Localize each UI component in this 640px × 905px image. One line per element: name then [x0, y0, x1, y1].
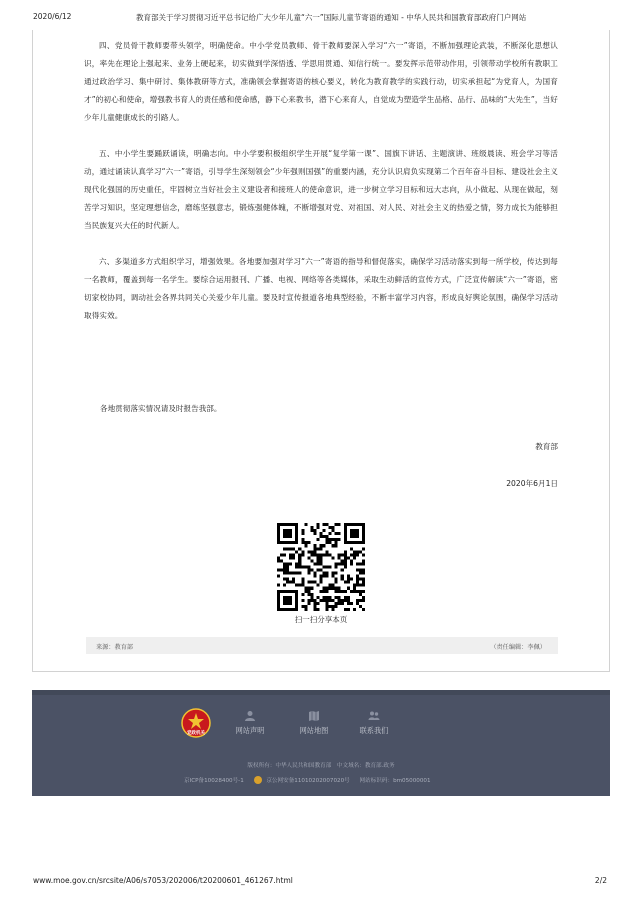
footer-link-statement[interactable]: [230, 710, 270, 736]
copyright-text: 版权所有：中华人民共和国教育部 中文域名：教育部.政务: [247, 763, 395, 769]
source-label: 来源：教育部: [96, 644, 134, 651]
signature-organization: 教育部: [535, 442, 558, 451]
share-qr-code[interactable]: [277, 523, 365, 611]
police-badge-icon: [254, 776, 262, 784]
map-icon: [308, 710, 320, 722]
icp-link[interactable]: 京ICP备10028400号-1: [184, 778, 244, 784]
footer-link-label: 网站地图: [299, 726, 329, 735]
qr-caption: 扫一扫分享本页: [294, 615, 348, 624]
registration-info: [184, 776, 431, 784]
contact-icon: [368, 710, 380, 722]
site-id: 网站标识码：bm05000001: [359, 778, 431, 784]
print-page-number: 2/2: [594, 876, 607, 885]
footer-link-label: 联系我们: [359, 726, 389, 735]
closing-sentence: 各地贯彻落实情况请及时报告我部。: [100, 404, 222, 413]
qr-code-image: [277, 523, 365, 611]
source-bar: [86, 637, 558, 654]
footer-divider: [32, 690, 610, 695]
person-icon: [244, 710, 256, 722]
article-paragraph: 四、党员骨干教师要带头领学，明确使命。中小学党员教师、骨干教师要深入学习“六一”寄语，不断加强理论武装，不断深化思想认识，率先在理论上强起来、业务上硬起来，切实做到学深悟透、学思用贯通、知信行统一。要发挥示范带动作用，引领带动学校所有教职工通过政治学习、集中研讨、集体教研等方式，准确领会掌握寄语的核心要义，转化为教育教学的实践行动，切实承担起“为党育人，为国育才”的初心和使命，增强教书育人的责任感和使命感，静下心来教书，潜下心来育人，自觉成为塑造学生品格、品行、品味的“大先生”，当好少年儿童健康成长的引路人。: [84, 41, 558, 122]
print-url: www.moe.gov.cn/srcsite/A06/s7053/202006/t20200601_461267.html: [33, 876, 293, 885]
print-date: 2020/6/12: [33, 12, 72, 21]
emblem-label: 党政机关: [187, 731, 205, 736]
site-footer: [32, 690, 610, 796]
signature-date: 2020年6月1日: [506, 479, 558, 488]
print-page-title: 教育部关于学习贯彻习近平总书记给广大少年儿童“六一”国际儿童节寄语的通知 - 中华人民共和国教育部政府门户网站: [136, 13, 527, 22]
print-header: [0, 12, 640, 28]
editor-label: （责任编辑：李佩）: [490, 644, 546, 651]
footer-link-contact[interactable]: [354, 710, 394, 736]
footer-link-sitemap[interactable]: [294, 710, 334, 736]
article-paragraph: 五、中小学生要踊跃诵读，明确志向。中小学要积极组织学生开展“复学第一课”、国旗下讲话、主题演讲、班级晨读、班会学习等活动，通过诵读认真学习“六一”寄语，引导学生深刻领会“少年强则国强”的重要内涵，充分认识肩负实现第二个百年奋斗目标、建设社会主义现代化强国的历史重任，牢固树立当好社会主义建设者和接班人的使命意识，进一步树立学习目标和远大志向，从小做起、从现在做起，刻苦学习知识，坚定理想信念，磨练坚强意志，锻炼强健体魄，不断增强对党、对祖国、对人民、对社会主义的热爱之情，努力成长为能够担当民族复兴大任的时代新人。: [84, 149, 558, 230]
footer-link-label: 网站声明: [235, 726, 265, 735]
police-record-link[interactable]: 京公网安备11010202007020号: [266, 778, 350, 784]
article-paragraph: 六、多渠道多方式组织学习，增强效果。各地要加强对学习“六一”寄语的指导和督促落实，确保学习活动落实到每一所学校，传达到每一名教师，覆盖到每一名学生。要综合运用报刊、广播、电视、网络等各类媒体，采取生动鲜活的宣传方式，广泛宣传解读“六一”寄语，密切家校协同，调动社会各界共同关心关爱少年儿童。要及时宣传报道各地典型经验，不断丰富学习内容，形成良好舆论氛围，确保学习活动取得实效。: [84, 257, 558, 320]
article-body: [84, 37, 558, 343]
